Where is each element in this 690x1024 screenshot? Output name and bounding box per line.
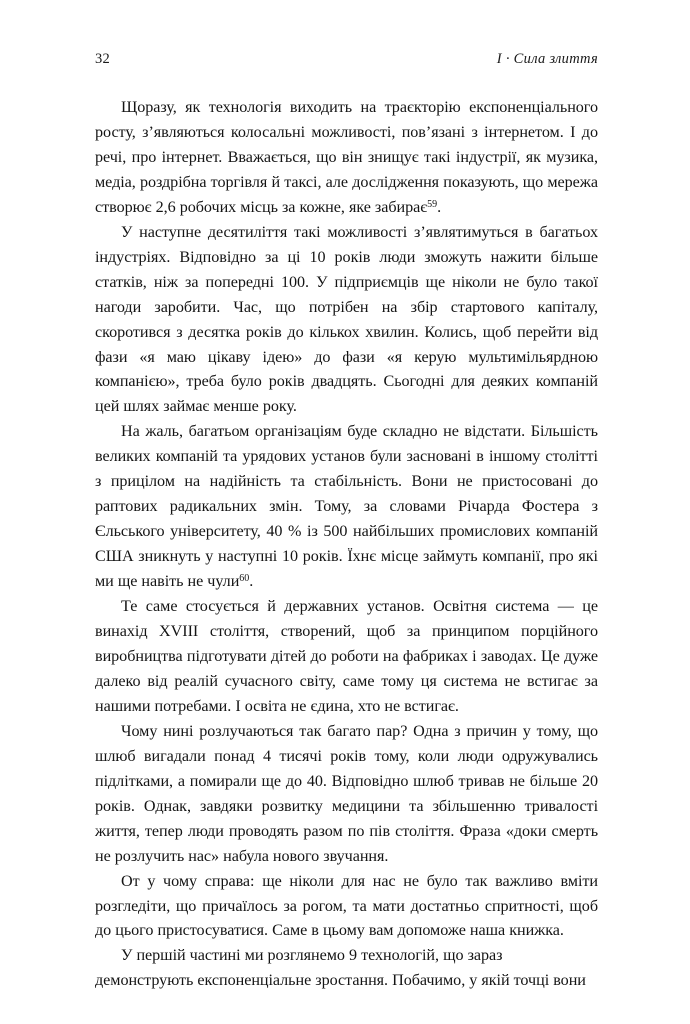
running-head-title: I · Сила злиття [496, 51, 598, 67]
paragraph-text: Чому нині розлучаються так багато пар? Одна з причин у тому, що шлюб вигадали понад 4 тисячі років тому, коли люди одружувались підлітками, а помирали ще до 40. Відповідно шлюб тривав не більше 20 років. Однак, завдяки розвитку медицини та збільшенню тривалості життя, тепер люди проводять разом по пів століття. Фраза «доки смерть не розлучить нас» набула нового звучання. [95, 722, 598, 865]
paragraph [95, 96, 598, 221]
paragraph [95, 870, 598, 945]
paragraph [95, 595, 598, 720]
paragraph [95, 420, 598, 595]
footnote-marker[interactable]: 59 [427, 198, 438, 210]
paragraph-text: Те саме стосується й державних установ. Освітня система — це винахід XVIII століття, створений, щоб за принципом порційного виробництва підготувати дітей до роботи на фабриках і заводах. Це дуже далеко від реалій сучасного світу, саме тому ця система не встигає за нашими потребами. І освіта не єдина, хто не встигає. [95, 598, 598, 715]
page-number: 32 [95, 51, 110, 67]
paragraph-text: У першій частині ми розглянемо 9 технологій, що зараз демонструють експоненціальне зростання. Побачимо, у якій точці вони [95, 947, 586, 990]
paragraph [95, 720, 598, 870]
paragraph-text: Щоразу, як технологія виходить на траєкторію експоненціального росту, з’являються колосальні можливості, пов’язані з інтернетом. І до речі, про інтернет. Вважається, що він знищує такі індустрії, як музика, медіа, роздрібна торгівля й таксі, але дослідження показують, що мережа створює 2,6 робочих місць за кожне, яке забирає [95, 99, 598, 216]
paragraph-text: На жаль, багатьом організаціям буде складно не відстати. Більшість великих компаній та урядових установ були засновані в іншому столітті з прицілом на надійність та стабільність. Вони не пристосовані до раптових радикальних змін. Тому, за словами Річарда Фостера з Єльського університету, 40 % із 500 найбільших промислових компаній США зникнуть у наступні 10 років. Їхнє місце займуть компанії, про які ми ще навіть не чули [95, 423, 598, 591]
paragraph-text-tail: . [437, 198, 442, 216]
paragraph-text: От у чому справа: ще ніколи для нас не було так важливо вміти розгледіти, що причаїлось за рогом, та мати достатньо спритності, щоб до цього пристосуватися. Саме в цьому вам допоможе наша книжка. [95, 872, 598, 940]
paragraph-text-tail: . [249, 573, 254, 591]
paragraph [95, 944, 598, 994]
running-head [95, 52, 598, 74]
paragraph-text: У наступне десятиліття такі можливості з’являтимуться в багатьох індустріях. Відповідно за ці 10 років люди зможуть нажити більше статків, ніж за попередні 100. У підприємців ще ніколи не було такої нагоди заробити. Час, що потрібен на збір стартового капіталу, скоротився з десятка років до кількох хвилин. Колись, щоб перейти від фази «я маю цікаву ідею» до фази «я керую мультимільярдною компанією», треба було років двадцять. Сьогодні для деяких компаній цей шлях займає менше року. [95, 223, 598, 416]
paragraph [95, 221, 598, 421]
footnote-marker[interactable]: 60 [239, 572, 250, 584]
body-text [95, 96, 598, 994]
